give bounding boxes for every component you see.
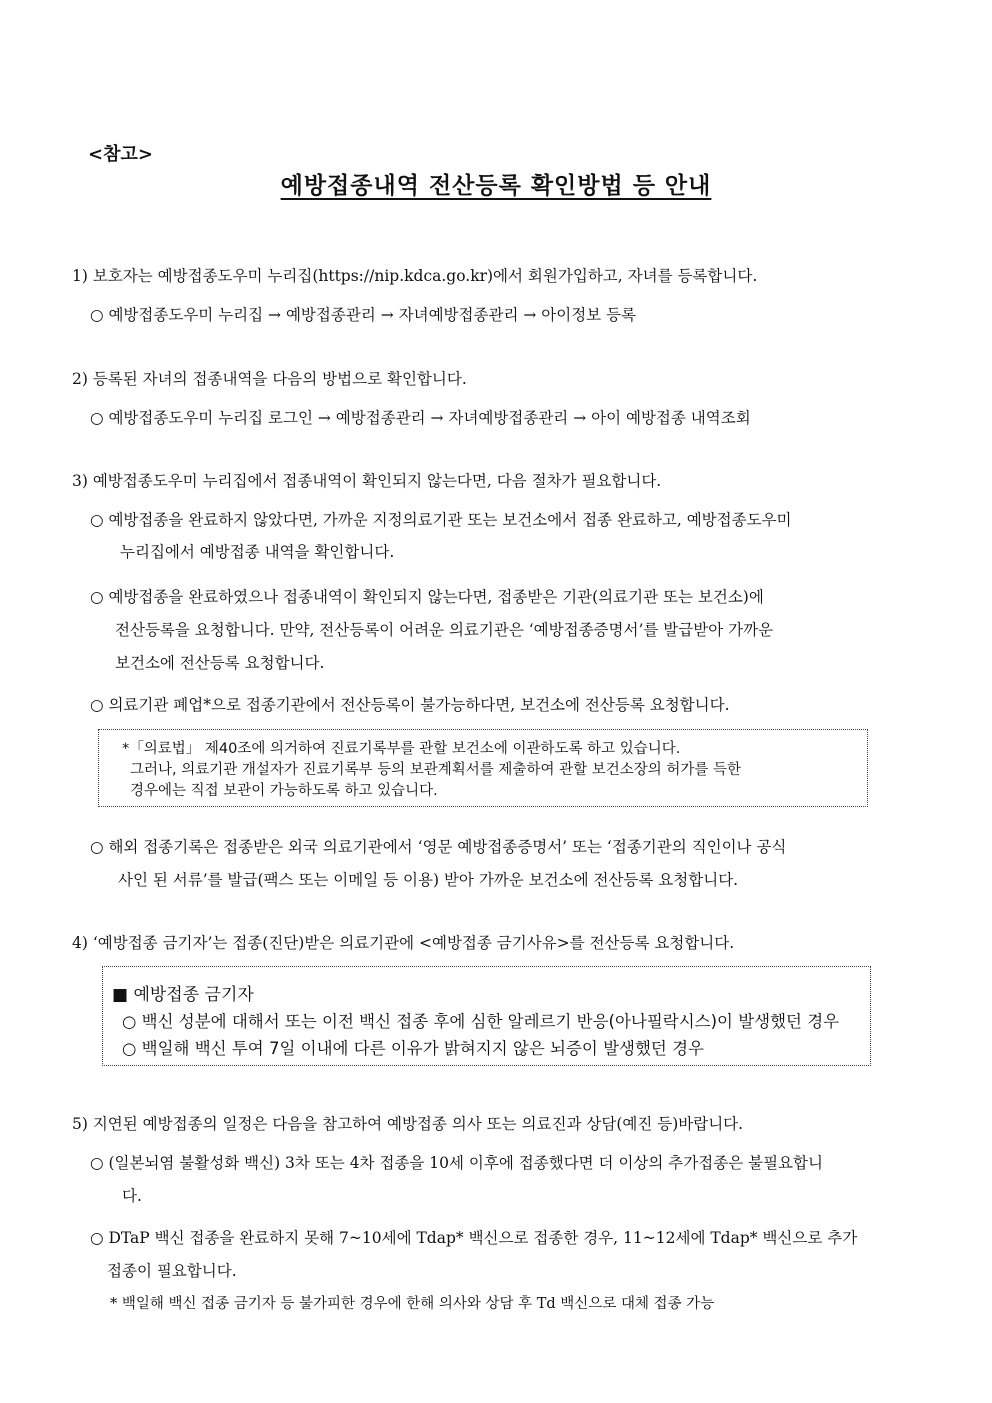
page-title: 예방접종내역 전산등록 확인방법 등 안내 — [280, 172, 712, 199]
closure-note-line-2: 그러나, 의료기관 개설자가 진료기록부 등의 보관계획서를 제출하여 관할 보건소장의 허가를 득한 — [130, 762, 741, 778]
section-3-bullet-4-line-1: ○ 해외 접종기록은 접종받은 외국 의료기관에서 ‘영문 예방접종증명서’ 또는 ‘접종기관의 직인이나 공식 — [90, 838, 787, 856]
section-1-heading: 1) 보호자는 예방접종도우미 누리집(https://nip.kdca.go.kr)에서 회원가입하고, 자녀를 등록합니다. — [72, 267, 758, 285]
section-3-bullet-3: ○ 의료기관 폐업*으로 접종기관에서 전산등록이 불가능하다면, 보건소에 전산등록 요청합니다. — [90, 696, 730, 714]
section-2-bullet: ○ 예방접종도우미 누리집 로그인 → 예방접종관리 → 자녀예방접종관리 → 아이 예방접종 내역조회 — [90, 409, 751, 427]
section-5-footnote: * 백일해 백신 접종 금기자 등 불가피한 경우에 한해 의사와 상담 후 Td 백신으로 대체 접종 가능 — [110, 1296, 715, 1312]
section-3-bullet-2-line-2: 전산등록을 요청합니다. 만약, 전산등록이 어려운 의료기관은 ‘예방접종증명서’를 발급받아 가까운 — [115, 621, 774, 639]
contraindication-box-title: ■ 예방접종 금기자 — [112, 985, 254, 1005]
section-3-bullet-1-line-1: ○ 예방접종을 완료하지 않았다면, 가까운 지정의료기관 또는 보건소에서 접종 완료하고, 예방접종도우미 — [90, 511, 792, 529]
contraindication-bullet-1: ○ 백신 성분에 대해서 또는 이전 백신 접종 후에 심한 알레르기 반응(아나필락시스)이 발생했던 경우 — [122, 1012, 840, 1031]
section-5-heading: 5) 지연된 예방접종의 일정은 다음을 참고하여 예방접종 의사 또는 의료진과 상담(예진 등)바랍니다. — [72, 1115, 744, 1133]
contraindication-bullet-2: ○ 백일해 백신 투여 7일 이내에 다른 이유가 밝혀지지 않은 뇌증이 발생했던 경우 — [122, 1039, 704, 1058]
section-3-bullet-4-line-2: 사인 된 서류’를 발급(팩스 또는 이메일 등 이용) 받아 가까운 보건소에 전산등록 요청합니다. — [118, 871, 739, 889]
section-3-heading: 3) 예방접종도우미 누리집에서 접종내역이 확인되지 않는다면, 다음 절차가 필요합니다. — [72, 472, 662, 490]
section-4-heading: 4) ‘예방접종 금기자’는 접종(진단)받은 의료기관에 <예방접종 금기사유>를 전산등록 요청합니다. — [72, 934, 735, 952]
section-5-bullet-2-line-2: 접종이 필요합니다. — [107, 1262, 237, 1280]
section-5-bullet-1-line-1: ○ (일본뇌염 불활성화 백신) 3차 또는 4차 접종을 10세 이후에 접종했다면 더 이상의 추가접종은 불필요합니 — [90, 1154, 823, 1172]
section-1-bullet: ○ 예방접종도우미 누리집 → 예방접종관리 → 자녀예방접종관리 → 아이정보 등록 — [90, 306, 637, 324]
closure-note-line-1: *「의료법」 제40조에 의거하여 진료기록부를 관할 보건소에 이관하도록 하고 있습니다. — [122, 741, 681, 757]
section-3-bullet-2-line-1: ○ 예방접종을 완료하였으나 접종내역이 확인되지 않는다면, 접종받은 기관(의료기관 또는 보건소)에 — [90, 588, 764, 606]
section-5-bullet-2-line-1: ○ DTaP 백신 접종을 완료하지 못해 7~10세에 Tdap* 백신으로 접종한 경우, 11~12세에 Tdap* 백신으로 추가 — [90, 1229, 858, 1247]
section-2-heading: 2) 등록된 자녀의 접종내역을 다음의 방법으로 확인합니다. — [72, 370, 467, 388]
section-3-bullet-1-line-2: 누리집에서 예방접종 내역을 확인합니다. — [120, 543, 395, 561]
section-3-bullet-2-line-3: 보건소에 전산등록 요청합니다. — [115, 654, 325, 672]
closure-note-line-3: 경우에는 직접 보관이 가능하도록 하고 있습니다. — [130, 783, 438, 799]
section-5-bullet-1-line-2: 다. — [122, 1187, 142, 1205]
reference-label: <참고> — [88, 144, 153, 165]
